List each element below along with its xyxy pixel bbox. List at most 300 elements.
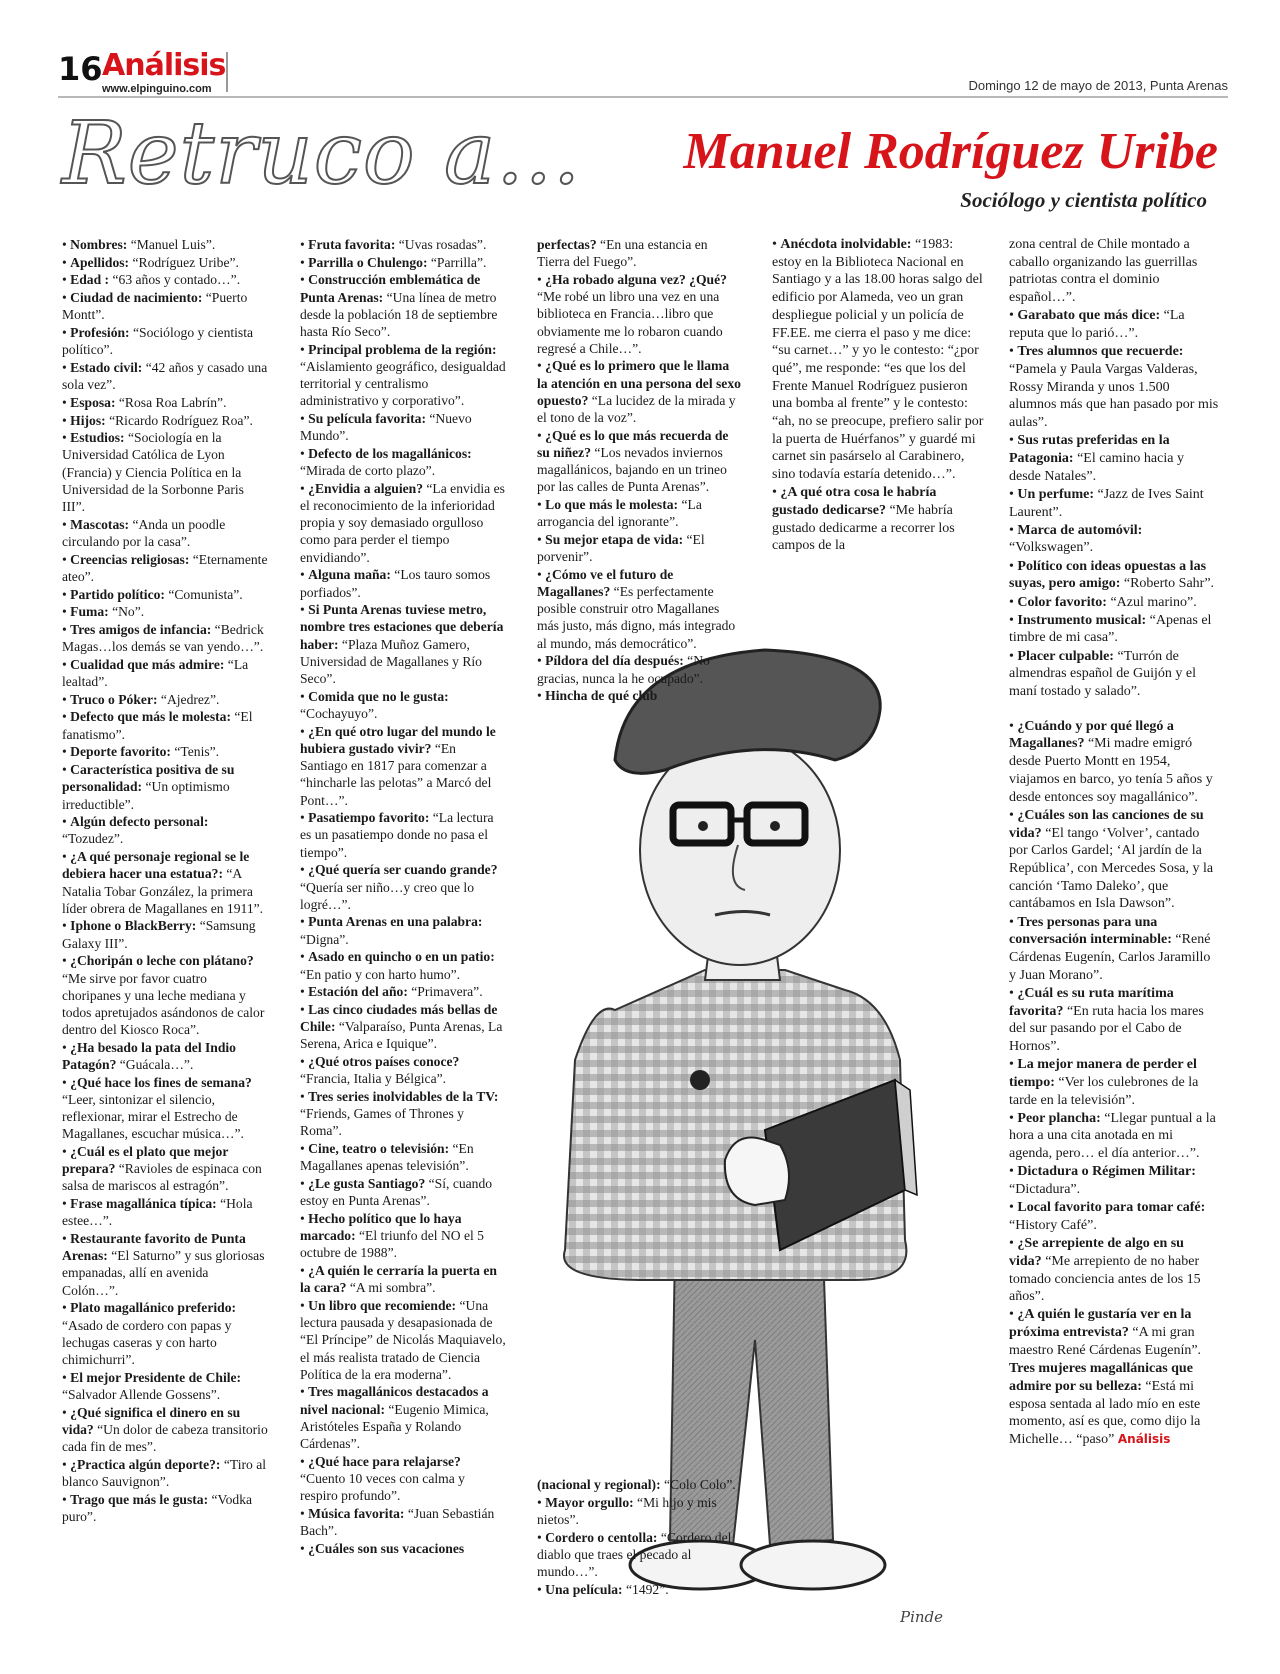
answer: “Parrilla”. [427, 254, 487, 270]
question: Plato magallánico preferido: [70, 1300, 237, 1316]
qa-item [1009, 1110, 1219, 1163]
question: Instrumento musical: [1017, 612, 1147, 628]
answer: “Turrón de almendras español de Guijón y el maní tostado y salado”. [1009, 648, 1197, 700]
answer: “Valparaíso, Punta Arenas, La Serena, Arica e Iquique”. [300, 1019, 503, 1052]
pin-badge [690, 1070, 710, 1090]
question: ¿Qué otros países conoce? [308, 1054, 460, 1070]
question: Píldora del día después: [545, 653, 684, 669]
question: ¿Qué es lo que más recuerda de su niñez? [537, 427, 729, 460]
answer: “La lealtad”. [62, 656, 249, 690]
qa-item [537, 236, 742, 270]
question: Principal problema de la región: [308, 341, 497, 357]
answer: “Llegar puntual a la hora a una cita anotada en mi agenda, pero… el día anterior…”. [1009, 1110, 1216, 1162]
answer: “1983: estoy en la Biblioteca Nacional en Santiago y a las 18.00 horas salgo del edificio por Alameda, veo un gran despliegue policial y un policía de FF.EE. me cierra el paso y me dice: “su carnet…” y yo le contesto: “¿por qué”, me responde: “es que los del Frente Manuel Rodríguez pusieron una bomba al frente” y le contesto: “ah, no se preocupe, prefiero salir por la puerta de Huérfanos” y guardé mi carnet sin pasárselo al Carabinero, sino todavía estaría detenido…”. [772, 237, 984, 483]
answer: “Francia, Italia y Bélgica”. [300, 1071, 447, 1087]
question: ¿Choripán o leche con plátano? [70, 953, 254, 969]
answer: “Cuento 10 veces con calma y respiro profundo”. [300, 1470, 465, 1504]
question: Mascotas: [70, 516, 130, 532]
question: Lo que más le molesta: [545, 497, 679, 513]
question: ¿Qué quería ser cuando grande? [308, 862, 498, 878]
qa-item [62, 1369, 268, 1403]
qa-item [1009, 1199, 1219, 1234]
qa-item [537, 652, 742, 686]
question: Garabato que más dice: [1017, 308, 1161, 324]
answer: “En ruta hacia los mares del sur pasando por el Cabo de Hornos”. [1009, 1003, 1204, 1054]
answer: “History Café”. [1009, 1217, 1097, 1233]
question: (nacional y regional): [537, 1477, 661, 1492]
qa-item [537, 271, 742, 357]
answer: “Azul marino”. [1106, 594, 1197, 610]
answer: “Ravioles de espinaca con salsa de mariscos al estragón”. [62, 1161, 262, 1194]
column-3-continued [537, 1476, 742, 1598]
question: Político con ideas opuestas a las suyas, pero amigo: [1009, 558, 1207, 592]
answer: “Tenis”. [170, 744, 220, 760]
question: Trago que más le gusta: [70, 1491, 209, 1507]
qa-item [300, 861, 506, 913]
qa-item [1009, 1360, 1219, 1449]
answer: “Hola estee…”. [62, 1196, 253, 1229]
question: Característica positiva de su personalidad: [62, 762, 235, 795]
question: Pasatiempo favorito: [308, 810, 430, 826]
answer: “42 años y casado una sola vez”. [62, 359, 268, 393]
qa-item [62, 691, 268, 708]
answer: “Dictadura”. [1009, 1182, 1081, 1198]
question: Fruta favorita: [308, 237, 396, 252]
answer: “Los tauro somos porfiados”. [300, 567, 491, 600]
answer: “En Santiago en 1817 para comenzar a “hincharle las pelotas” a Marcó del Pont…”. [300, 740, 492, 808]
qa-item [1009, 432, 1219, 485]
qa-item [62, 394, 268, 411]
question: ¿Cuál es su ruta marítima favorita? [1009, 985, 1174, 1019]
question: Defecto de los magallánicos: [308, 445, 472, 461]
qa-item [772, 484, 984, 555]
qa-item [300, 601, 506, 687]
question: ¿Envidia a alguien? [308, 480, 423, 496]
question: ¿Qué significa el dinero en su vida? [62, 1404, 241, 1437]
qa-item [62, 271, 268, 288]
masthead [58, 48, 1228, 104]
question: Construcción emblemática de Punta Arenas: [300, 272, 481, 305]
answer: “Roberto Sahr”. [1120, 576, 1215, 592]
answer: “Me arrepiento de no haber tomado conciencia antes de los 15 años”. [1009, 1253, 1201, 1305]
qa-item [1009, 807, 1219, 913]
qa-item [300, 913, 506, 947]
qa-item [300, 254, 506, 271]
question: ¿Cuáles son sus vacaciones [308, 1540, 465, 1556]
answer: “Friends, Games of Thrones y Roma”. [300, 1106, 464, 1139]
question: Defecto que más le molesta: [70, 709, 231, 725]
question: Un perfume: [1017, 486, 1095, 502]
answer: “Sociólogo y cientista político”. [62, 325, 254, 358]
question: Anécdota inolvidable: [780, 237, 912, 252]
divider [226, 52, 228, 92]
question: Comida que no le gusta: [308, 688, 449, 704]
answer: “A mi sombra”. [346, 1280, 436, 1296]
question: perfectas? [537, 237, 597, 252]
qa-item [62, 1491, 268, 1525]
question: Edad : [70, 272, 110, 288]
qa-item [1009, 236, 1219, 307]
answer: “Guácala…”. [116, 1057, 194, 1073]
answer: “La envidia es el reconocimiento de la inferioridad propia y soy demasiado orgulloso como para perder el tiempo envidiando”. [300, 480, 505, 565]
question: ¿Se arrepiente de algo en su vida? [1009, 1236, 1184, 1269]
question: Dictadura o Régimen Militar: [1017, 1164, 1196, 1180]
answer: “Vodka puro”. [62, 1491, 253, 1524]
qa-item [537, 1476, 742, 1493]
question: Cordero o centolla: [545, 1529, 658, 1545]
question: Local favorito para tomar café: [1017, 1200, 1206, 1216]
answer: “Sociología en la Universidad Católica de Lyon (Francia) y Ciencia Política en la Universidad de la Sorbonne Paris III”. [62, 430, 244, 515]
answer: “Mi madre emigró desde Puerto Montt en 1954, viajamos en barco, yo tenía 5 años y desde entonces soy magallánico”. [1009, 736, 1213, 805]
question: ¿Ha robado alguna vez? ¿Qué? [545, 271, 727, 287]
qa-item [300, 1383, 506, 1452]
answer: “Cochayuyo”. [300, 705, 378, 721]
question: Algún defecto personal: [70, 814, 209, 830]
qa-item [62, 1143, 268, 1195]
answer: “Digna”. [300, 931, 349, 947]
question: Frase magallánica típica: [70, 1196, 217, 1212]
answer: “El porvenir”. [537, 531, 705, 565]
answer: “Ajedrez”. [157, 691, 220, 707]
qa-item [62, 551, 268, 585]
answer: “Samsung Galaxy III”. [62, 918, 256, 951]
end-mark-logo: Análisis [1117, 1431, 1171, 1446]
answer: “Jazz de Ives Saint Laurent”. [1009, 486, 1204, 520]
answer: “Me sirve por favor cuatro choripanes y una leche mediana y todos apretujados asándonos de calor dentro del Kiosco Roca”. [62, 970, 265, 1038]
answer: “Juan Sebastián Bach”. [300, 1505, 495, 1539]
question: Esposa: [70, 394, 116, 410]
qa-item [300, 1210, 506, 1262]
qa-item [1009, 718, 1219, 807]
answer: zona central de Chile montado a caballo organizando las guerrillas patriotas contra el dominio español…”. [1009, 237, 1198, 306]
question: ¿Qué hace para relajarse? [308, 1453, 461, 1469]
answer: “En una estancia en Tierra del Fuego”. [537, 237, 708, 270]
qa-item [300, 1140, 506, 1174]
qa-item [1009, 648, 1219, 701]
qa-item [300, 1505, 506, 1539]
qa-item [300, 1453, 506, 1505]
question: ¿Cuál es el plato que mejor prepara? [62, 1144, 229, 1177]
answer: “Rosa Roa Labrín”. [115, 394, 227, 410]
answer: “Nuevo Mundo”. [300, 411, 472, 444]
page-number: 16 [58, 50, 103, 88]
answer: “Puerto Montt”. [62, 290, 248, 323]
qa-item [300, 1088, 506, 1140]
qa-item [62, 516, 268, 550]
qa-item [1009, 522, 1219, 557]
answer: “A mi gran maestro René Cárdenas Eugenín”. [1009, 1325, 1202, 1358]
qa-item [1009, 486, 1219, 521]
answer: “Cordero del diablo que traes el pecado al mundo…”. [537, 1529, 732, 1580]
question: Tres alumnos que recuerde: [1017, 344, 1184, 360]
qa-item [62, 412, 268, 429]
answer: “Pamela y Paula Vargas Valderas, Rossy Miranda y unos 1.500 alumnos más que han pasado por mis aulas”. [1009, 361, 1219, 431]
qa-item [300, 566, 506, 600]
answer: “El fanatismo”. [62, 709, 253, 742]
question: ¿Le gusta Santiago? [308, 1175, 426, 1191]
question: Deporte favorito: [70, 744, 171, 760]
qa-item [300, 341, 506, 410]
qa-item [300, 948, 506, 982]
question: Estación del año: [308, 984, 408, 1000]
question: Color favorito: [1017, 594, 1107, 610]
section-title: Retruco a... [62, 104, 582, 204]
qa-item [62, 813, 268, 847]
question: Música favorita: [308, 1505, 405, 1521]
question: Su mejor etapa de vida: [545, 531, 684, 547]
question: Truco o Póker: [70, 691, 158, 707]
question: Estado civil: [70, 359, 143, 375]
qa-item [62, 254, 268, 271]
interviewee-profession: Sociólogo y cientista político [960, 188, 1207, 212]
question: ¿Cuándo y por qué llegó a Magallanes? [1009, 718, 1174, 752]
qa-item [1009, 1306, 1219, 1359]
answer: “Colo Colo”. [660, 1477, 736, 1492]
qa-item [300, 410, 506, 444]
question: ¿Cuáles son las canciones de su vida? [1009, 807, 1204, 841]
column-4 [772, 236, 984, 556]
qa-item [537, 427, 742, 496]
question: ¿A qué personaje regional se le debiera hacer una estatua?: [62, 849, 250, 882]
qa-item [1009, 612, 1219, 647]
question: ¿A quién le cerraría la puerta en la cara? [300, 1262, 497, 1296]
question: El mejor Presidente de Chile: [70, 1369, 242, 1385]
answer: “Los nevados inviernos magallánicos, bajando en un trineo por las calles de Punta Arenas”. [537, 444, 727, 495]
qa-item [62, 1074, 268, 1143]
right-shoe [741, 1541, 885, 1589]
question: Partido político: [70, 586, 165, 602]
qa-item [300, 445, 506, 479]
qa-item [1009, 307, 1219, 342]
question: Placer culpable: [1017, 648, 1114, 664]
answer: “La lectura es un pasatiempo donde no pasa el tiempo”. [300, 810, 494, 860]
qa-item [300, 983, 506, 1000]
qa-item [300, 688, 506, 722]
answer: “63 años y contado…”. [109, 272, 241, 288]
question: Hijos: [70, 412, 106, 428]
question: Parrilla o Chulengo: [308, 254, 428, 270]
qa-item [300, 480, 506, 566]
qa-item [300, 1001, 506, 1053]
question: Profesión: [70, 325, 130, 341]
qa-item [300, 1540, 506, 1557]
answer: “Ver los culebrones de la tarde en la televisión”. [1009, 1074, 1199, 1108]
answer: “Tiro al blanco Sauvignon”. [62, 1456, 267, 1489]
question: Su película favorita: [308, 411, 426, 427]
answer: “No gracias, nunca la he ocupado”. [537, 653, 710, 686]
qa-item [1009, 1163, 1219, 1198]
question: Mayor orgullo: [545, 1494, 634, 1510]
question: Alguna maña: [308, 567, 391, 583]
qa-item [62, 917, 268, 951]
qa-item [1009, 1056, 1219, 1109]
brand-url: www.elpinguino.com [102, 83, 212, 95]
answer: “Anda un poodle circulando por la casa”. [62, 516, 226, 549]
answer: “Eternamente ateo”. [62, 551, 268, 584]
dateline: Domingo 12 de mayo de 2013, Punta Arenas [968, 78, 1228, 93]
answer: “Apenas el timbre de mi casa”. [1009, 612, 1212, 646]
question: Las cinco ciudades más bellas de Chile: [300, 1001, 498, 1035]
brand-logo: Análisis [102, 48, 226, 83]
question: Una película: [545, 1581, 623, 1597]
question: ¿A qué otra cosa le habría gustado dedicarse? [772, 485, 937, 519]
answer: “Uvas rosadas”. [395, 237, 487, 252]
qa-item [62, 1299, 268, 1368]
question: ¿Qué es lo primero que le llama la atención en una persona del sexo opuesto? [537, 358, 741, 408]
header-rule [58, 96, 1228, 98]
interviewee-name: Manuel Rodríguez Uribe [683, 123, 1218, 180]
answer: “Asado de cordero con papas y lechugas caseras y con harto chimichurri”. [62, 1317, 232, 1367]
answer: “Plaza Muñoz Gamero, Universidad de Magallanes y Río Seco”. [300, 636, 482, 687]
qa-item [62, 1404, 268, 1456]
answer: “Me robé un libro una vez en una biblioteca en Francia…libro que obviamente me lo robaron cuando regresé a Chile…”. [537, 289, 723, 356]
qa-item [537, 687, 742, 704]
qa-item [1009, 594, 1219, 612]
question: Ciudad de nacimiento: [70, 290, 203, 306]
answer: “Sí, cuando estoy en Punta Arenas”. [300, 1175, 493, 1209]
question: Marca de automóvil: [1017, 522, 1143, 538]
answer: “Ricardo Rodríguez Roa”. [105, 412, 253, 428]
qa-item [300, 271, 506, 340]
qa-item [1009, 558, 1219, 593]
qa-item [300, 236, 506, 253]
answer: “Aislamiento geográfico, desigualdad territorial y centralismo administrativo y corporativo”. [300, 358, 506, 409]
qa-item [537, 1529, 742, 1581]
qa-item [62, 708, 268, 742]
qa-item [62, 952, 268, 1038]
answer: “1492”. [622, 1581, 669, 1597]
question: Punta Arenas en una palabra: [308, 914, 483, 930]
qa-item [537, 496, 742, 530]
qa-item [300, 1175, 506, 1209]
answer: “Manuel Luis”. [127, 237, 216, 252]
answer: “Rodríguez Uribe”. [129, 254, 239, 270]
answer: “El triunfo del NO el 5 octubre de 1988”. [300, 1228, 484, 1261]
qa-item [537, 357, 742, 426]
question: Iphone o BlackBerry: [70, 918, 197, 934]
qa-item [1009, 914, 1219, 985]
qa-item [62, 324, 268, 358]
question: ¿A quién le gustaría ver en la próxima entrevista? [1009, 1307, 1192, 1341]
qa-item [300, 723, 506, 809]
question: Fuma: [70, 604, 109, 620]
question: ¿Cómo ve el futuro de Magallanes? [537, 566, 674, 600]
answer: “En Magallanes apenas televisión”. [300, 1141, 474, 1174]
qa-item [537, 1494, 742, 1528]
question: ¿Practica algún deporte?: [70, 1456, 221, 1472]
qa-item [1009, 343, 1219, 432]
qa-item [772, 236, 984, 484]
qa-item [537, 1581, 742, 1598]
answer: “Tozudez”. [62, 831, 124, 847]
question: Creencias religiosas: [70, 551, 190, 567]
answer: “Un dolor de cabeza transitorio cada fin de mes”. [62, 1421, 268, 1455]
answer: “Mi hijo y mis nietos”. [537, 1494, 717, 1527]
column-1 [62, 236, 268, 1526]
qa-item [62, 621, 268, 655]
question: Tres series inolvidables de la TV: [308, 1088, 499, 1104]
question: Si Punta Arenas tuviese metro, nombre tres estaciones que debería haber: [300, 602, 504, 652]
answer: “Es perfectamente posible construir otro Magallanes más justo, más digno, más integrado al mundo, más democrático”. [537, 584, 736, 651]
qa-item [62, 1230, 268, 1299]
qa-item [300, 1053, 506, 1087]
question: Sus rutas preferidas en la Patagonia: [1009, 433, 1170, 466]
answer: “Un optimismo irreductible”. [62, 779, 230, 812]
question: Tres mujeres magallánicas que admire por su belleza: [1009, 1361, 1193, 1394]
answer: “Eugenio Mimica, Aristóteles España y Rolando Cárdenas”. [300, 1401, 489, 1452]
answer: “El camino hacia y desde Natales”. [1009, 450, 1184, 484]
column-3 [537, 236, 742, 705]
answer: “La arrogancia del ignorante”. [537, 497, 702, 530]
qa-item [300, 1262, 506, 1296]
qa-item [62, 586, 268, 603]
qa-item [62, 359, 268, 393]
qa-item [62, 429, 268, 515]
qa-item [537, 531, 742, 565]
answer: “Bedrick Magas…los demás se van yendo…”. [62, 621, 264, 655]
question: Hincha de qué club [545, 688, 658, 704]
qa-item [62, 848, 268, 917]
answer: “Leer, sintonizar el silencio, reflexionar, mirar el Estrecho de Magallanes, escuchar música…”. [62, 1091, 244, 1142]
artist-signature: Pinde [900, 1608, 944, 1626]
question: Hecho político que lo haya marcado: [300, 1210, 462, 1244]
question: Tres magallánicos destacados a nivel nacional: [300, 1384, 489, 1417]
answer: “Volkswagen”. [1009, 540, 1094, 556]
question: Cualidad que más admire: [70, 656, 225, 672]
answer: “Comunista”. [164, 586, 243, 602]
qa-item [62, 1195, 268, 1229]
qa-item [1009, 985, 1219, 1056]
answer: “En patio y con harto humo”. [300, 966, 461, 982]
column-5 [1009, 236, 1219, 1449]
answer: “Primavera”. [407, 984, 483, 1000]
qa-item [62, 289, 268, 323]
question: Tres personas para una conversación interminable: [1009, 914, 1172, 948]
question: Cine, teatro o televisión: [308, 1141, 450, 1157]
qa-item [537, 566, 742, 652]
answer: “No”. [108, 604, 145, 620]
answer: “Mirada de corto plazo”. [300, 463, 436, 479]
question: ¿Ha besado la pata del Indio Patagón? [62, 1039, 236, 1073]
question: Un libro que recomiende: [308, 1297, 457, 1313]
answer: “A Natalia Tobar González, la primera líder obrera de Magallanes en 1911”. [62, 866, 264, 916]
hand [725, 1138, 789, 1206]
question: Peor plancha: [1017, 1110, 1101, 1126]
qa-item [62, 743, 268, 760]
question: ¿Qué hace los fines de semana? [70, 1074, 252, 1090]
qa-item [300, 1297, 506, 1383]
answer: “La reputa que lo parió…”. [1009, 308, 1185, 342]
qa-item [62, 236, 268, 253]
answer: “El Saturno” y sus gloriosas empanadas, allí en avenida Colón…”. [62, 1248, 265, 1298]
answer: “Quería ser niño…y creo que lo logré…”. [300, 879, 475, 912]
qa-item [62, 761, 268, 813]
qa-item [62, 656, 268, 690]
question: ¿En qué otro lugar del mundo le hubiera gustado vivir? [300, 723, 496, 756]
qa-item [62, 1456, 268, 1490]
answer: “Salvador Allende Gossens”. [62, 1386, 221, 1402]
question: Restaurante favorito de Punta Arenas: [62, 1231, 246, 1264]
column-2 [300, 236, 506, 1557]
question: Nombres: [70, 237, 128, 252]
answer: “El tango ‘Volver’, cantado por Carlos Gardel; ‘Al jardín de la República’, con Mercedes Sosa, y la canción ‘Tamo Daleko’, que cantábamos en Isla Dawson”. [1009, 825, 1214, 912]
question: Asado en quincho o en un patio: [308, 949, 495, 965]
answer: “La lucidez de la mirada y el tono de la voz”. [537, 392, 736, 426]
qa-item [62, 603, 268, 620]
qa-item [1009, 1235, 1219, 1306]
answer: “Una lectura pausada y desapasionada de “El Príncipe” de Nicolás Maquiavelo, el más realista tratado de Ciencia Política de la era moderna”. [300, 1297, 506, 1382]
qa-item [62, 1039, 268, 1073]
